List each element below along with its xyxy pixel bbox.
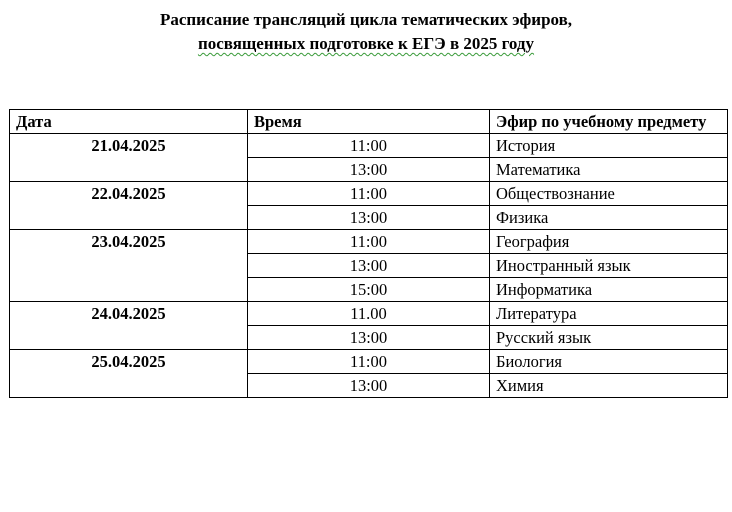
table-row (10, 302, 728, 326)
time-cell: 13:00 (248, 158, 490, 182)
table-row (10, 182, 728, 206)
subject-cell: Иностранный язык (490, 254, 728, 278)
subject-cell: История (490, 134, 728, 158)
time-cell: 11:00 (248, 134, 490, 158)
date-cell: 22.04.2025 (10, 182, 248, 230)
date-cell: 24.04.2025 (10, 302, 248, 350)
header-time: Время (248, 110, 490, 134)
document-title (0, 8, 732, 56)
time-cell: 11:00 (248, 182, 490, 206)
table-row (10, 134, 728, 158)
time-cell: 13:00 (248, 206, 490, 230)
time-cell: 13:00 (248, 374, 490, 398)
subject-cell: Литература (490, 302, 728, 326)
subject-cell: Физика (490, 206, 728, 230)
date-cell: 23.04.2025 (10, 230, 248, 302)
subject-cell: Русский язык (490, 326, 728, 350)
subject-cell: Математика (490, 158, 728, 182)
schedule-table (9, 109, 728, 398)
title-line-1: Расписание трансляций цикла тематических эфиров, (159, 10, 573, 29)
date-cell: 21.04.2025 (10, 134, 248, 182)
table-row (10, 230, 728, 254)
subject-cell: Информатика (490, 278, 728, 302)
subject-cell: Биология (490, 350, 728, 374)
header-date: Дата (10, 110, 248, 134)
time-cell: 15:00 (248, 278, 490, 302)
time-cell: 13:00 (248, 254, 490, 278)
time-cell: 11:00 (248, 230, 490, 254)
time-cell: 11.00 (248, 302, 490, 326)
subject-cell: Химия (490, 374, 728, 398)
table-row (10, 350, 728, 374)
subject-cell: Обществознание (490, 182, 728, 206)
table-header-row (10, 110, 728, 134)
header-subject: Эфир по учебному предмету (490, 110, 728, 134)
title-line-2: посвященных подготовке к ЕГЭ в 2025 году (197, 34, 535, 53)
date-cell: 25.04.2025 (10, 350, 248, 398)
subject-cell: География (490, 230, 728, 254)
time-cell: 13:00 (248, 326, 490, 350)
time-cell: 11:00 (248, 350, 490, 374)
